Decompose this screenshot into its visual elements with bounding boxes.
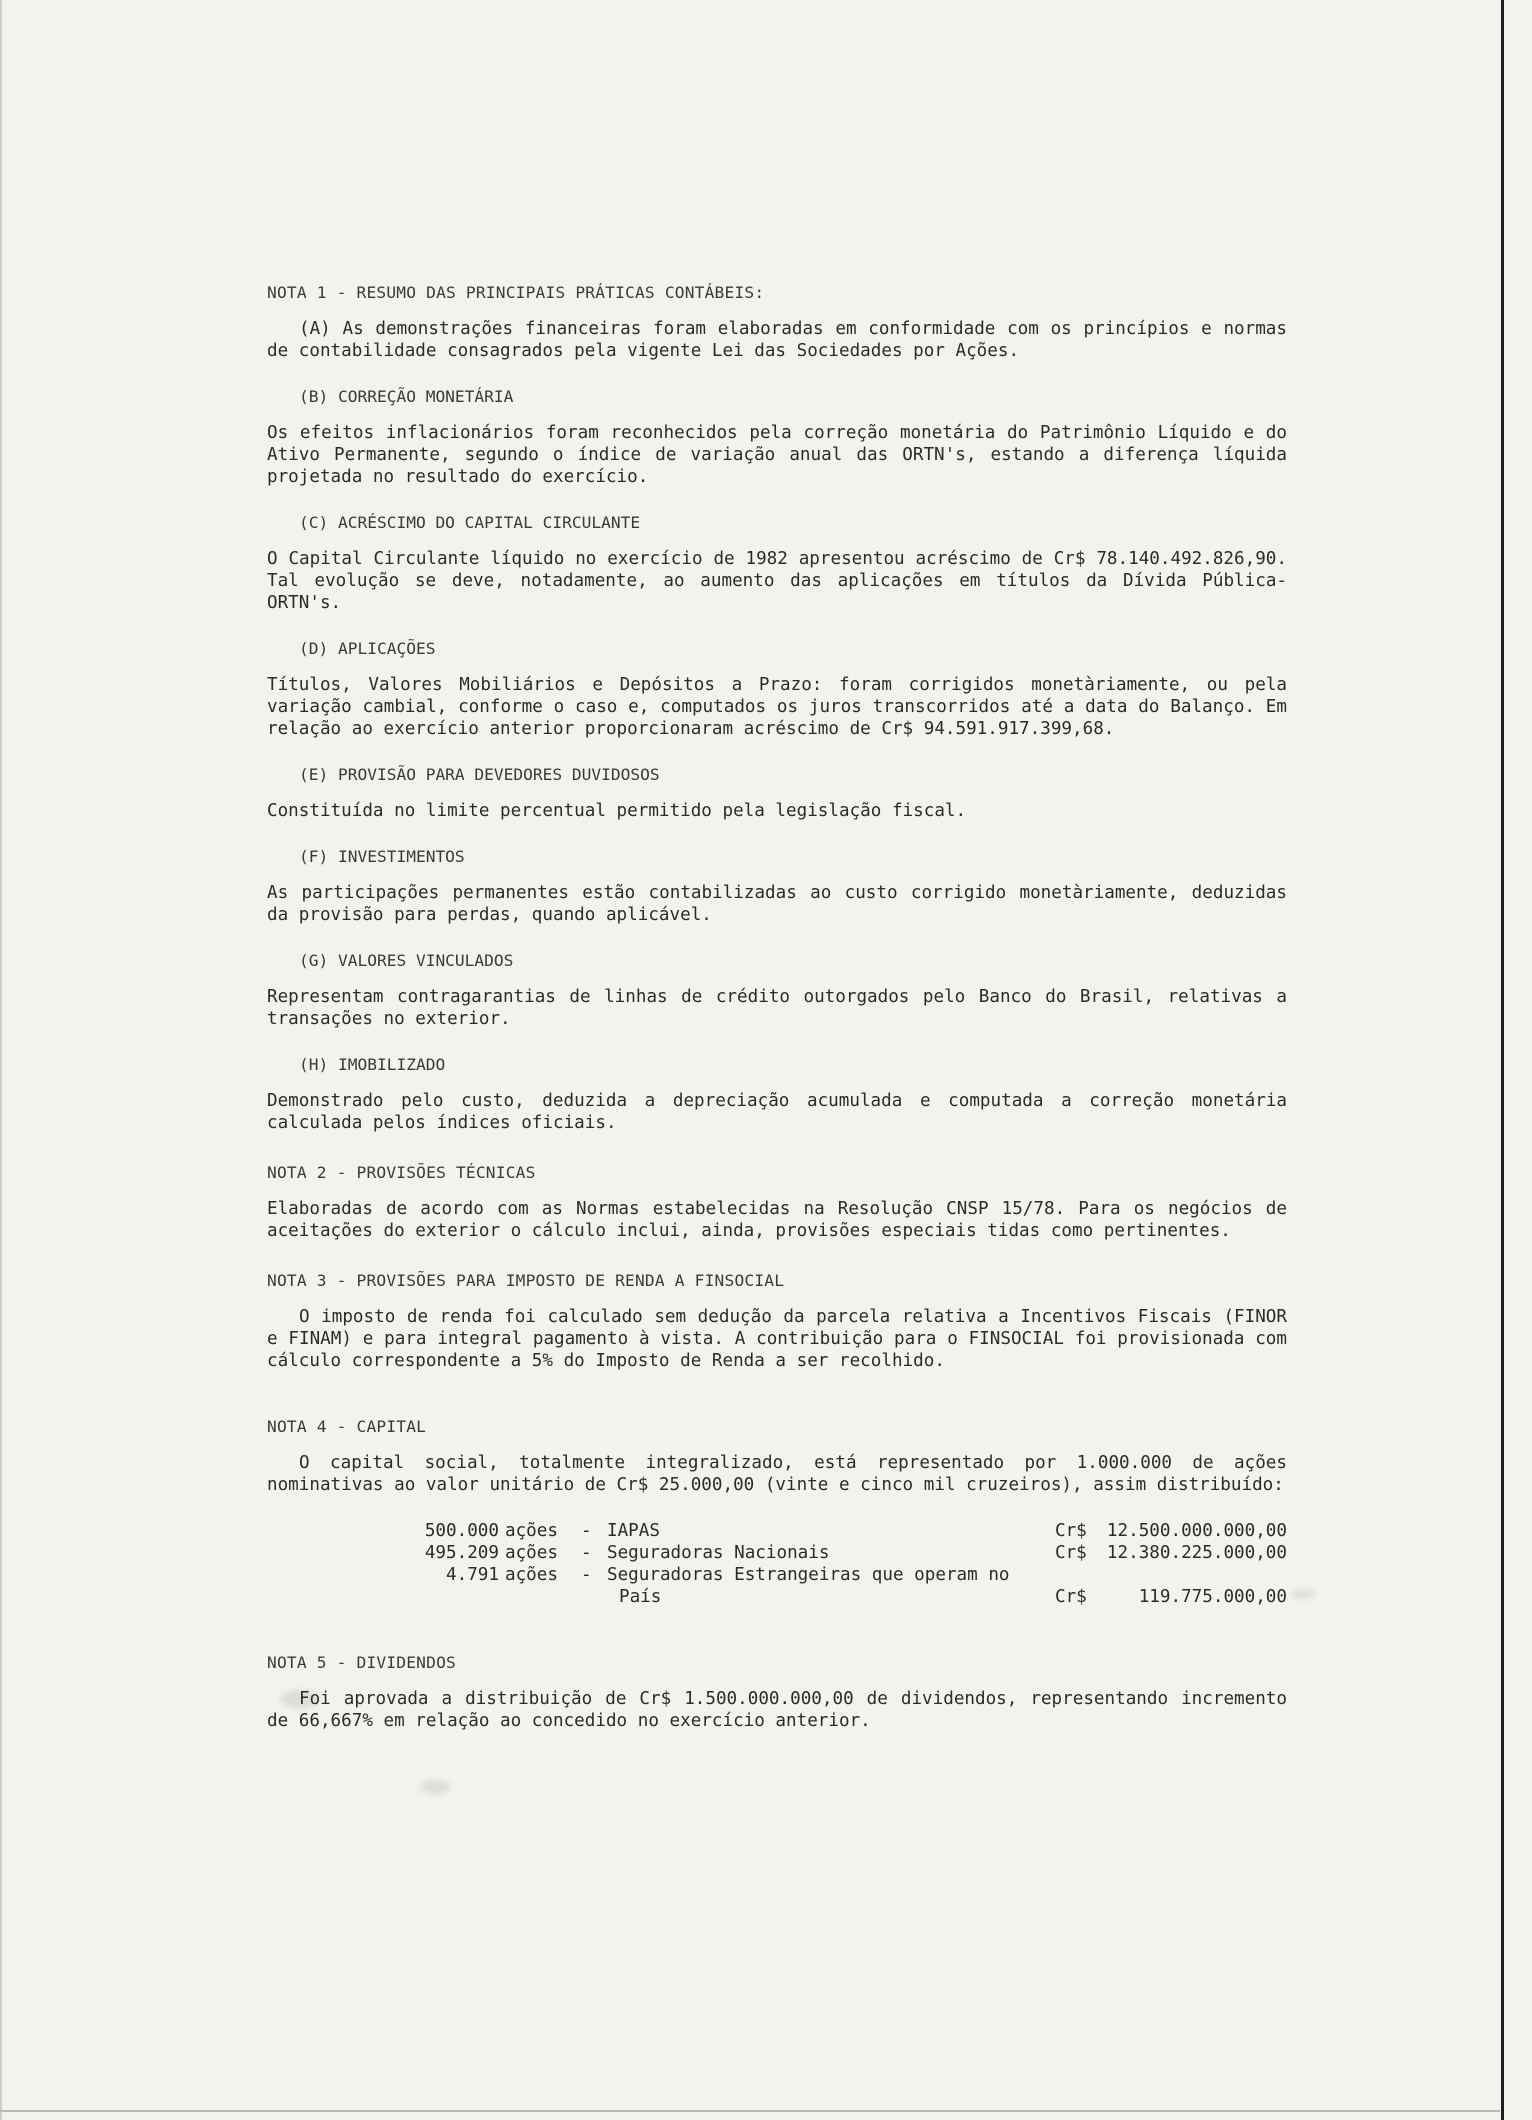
nota1-title: NOTA 1 - RESUMO DAS PRINCIPAIS PRÁTICAS CONTÁBEIS: — [267, 283, 765, 302]
nota1-d-title: (D) APLICAÇÕES — [299, 639, 436, 658]
nota2-text: Elaboradas de acordo com as Normas estabelecidas na Resolução CNSP 15/78. Para os negócios de aceitações do exterior o cálculo inclui, ainda, provisões especiais tidas como pertinentes. — [267, 1199, 1287, 1241]
currency: Cr$ — [1055, 1543, 1087, 1563]
nota1-e-title: (E) PROVISÃO PARA DEVEDORES DUVIDOSOS — [299, 765, 660, 784]
shares-quantity: 4.791 — [446, 1565, 499, 1585]
shareholder: Seguradoras Estrangeiras que operam no — [607, 1565, 1010, 1585]
scan-smudge — [1290, 1590, 1316, 1598]
nota1-g-title: (G) VALORES VINCULADOS — [299, 951, 514, 970]
shareholder: Seguradoras Nacionais — [607, 1543, 830, 1563]
dash: - — [581, 1565, 592, 1585]
dash: - — [581, 1543, 592, 1563]
page-right-edge — [1501, 0, 1504, 2120]
amount: 119.775.000,00 — [1138, 1587, 1287, 1607]
nota3-text: O imposto de renda foi calculado sem dedução da parcela relativa a Incentivos Fiscais (FINOR e FINAM) e para integral pagamento à vista. A contribuição para o FINSOCIAL foi provisionada com cálculo correspondente a 5% do Imposto de Renda a ser recolhido. — [267, 1307, 1287, 1371]
nota1-h-text: Demonstrado pelo custo, deduzida a depreciação acumulada e computada a correção monetária calculada pelos índices oficiais. — [267, 1091, 1287, 1133]
nota1-b-title: (B) CORREÇÃO MONETÁRIA — [299, 387, 514, 406]
nota1-c-text: O Capital Circulante líquido no exercício de 1982 apresentou acréscimo de Cr$ 78.140.492.826,90. Tal evolução se deve, notadamente, ao aumento das aplicações em títulos da Dívida Pública-ORTN's. — [267, 549, 1287, 613]
nota1-b-text: Os efeitos inflacionários foram reconhecidos pela correção monetária do Patrimônio Líquido e do Ativo Permanente, segundo o índice de variação anual das ORTN's, estando a diferença líquida projetada no resultado do exercício. — [267, 423, 1287, 487]
empty-cell — [409, 1586, 499, 1608]
document-body — [267, 282, 1287, 1732]
nota5-title: NOTA 5 - DIVIDENDOS — [267, 1653, 456, 1672]
empty-cell — [1055, 1564, 1287, 1586]
shareholder: IAPAS — [607, 1521, 660, 1541]
nota3-title: NOTA 3 - PROVISÕES PARA IMPOSTO DE RENDA A FINSOCIAL — [267, 1271, 785, 1290]
scan-smudge — [420, 1780, 450, 1794]
shareholder-continued: País — [619, 1587, 662, 1607]
shares-unit: ações — [505, 1521, 558, 1541]
capital-distribution-table — [409, 1520, 1287, 1608]
distribution-row — [409, 1520, 1287, 1542]
nota4-text: O capital social, totalmente integralizado, está representado por 1.000.000 de ações nominativas ao valor unitário de Cr$ 25.000,00 (vinte e cinco mil cruzeiros), assim distribuído: — [267, 1453, 1287, 1495]
share-value — [1055, 1542, 1287, 1564]
shares-unit: ações — [505, 1543, 558, 1563]
nota4-title: NOTA 4 - CAPITAL — [267, 1417, 427, 1436]
nota5-text: Foi aprovada a distribuição de Cr$ 1.500.000.000,00 de dividendos, representando incremento de 66,667% em relação ao concedido no exercício anterior. — [267, 1689, 1287, 1731]
currency: Cr$ — [1055, 1587, 1087, 1607]
nota2-title: NOTA 2 - PROVISÕES TÉCNICAS — [267, 1163, 536, 1182]
dash: - — [581, 1521, 592, 1541]
shares-unit: ações — [505, 1565, 558, 1585]
nota1-e-text: Constituída no limite percentual permitido pela legislação fiscal. — [267, 801, 967, 821]
share-value — [1055, 1586, 1287, 1608]
distribution-row — [409, 1564, 1287, 1586]
nota1-d-text: Títulos, Valores Mobiliários e Depósitos a Prazo: foram corrigidos monetàriamente, ou pela variação cambial, conforme o caso e, computados os juros transcorridos até a data do Balanço. Em relação ao exercício anterior proporcionaram acréscimo de Cr$ 94.591.917.399,68. — [267, 675, 1287, 739]
shares-quantity: 500.000 — [424, 1521, 499, 1541]
nota1-a-text: (A) As demonstrações financeiras foram elaboradas em conformidade com os princípios e normas de contabilidade consagrados pela vigente Lei das Sociedades por Ações. — [267, 319, 1287, 361]
page-left-edge — [0, 0, 2, 2120]
empty-cell — [581, 1586, 601, 1608]
empty-cell — [505, 1586, 575, 1608]
page-bottom-edge — [0, 2110, 1500, 2112]
distribution-row-continued — [409, 1586, 1287, 1608]
nota1-c-title: (C) ACRÉSCIMO DO CAPITAL CIRCULANTE — [299, 513, 641, 532]
currency: Cr$ — [1055, 1521, 1087, 1541]
nota1-f-text: As participações permanentes estão contabilizadas ao custo corrigido monetàriamente, deduzidas da provisão para perdas, quando aplicável. — [267, 883, 1287, 925]
amount: 12.380.225.000,00 — [1106, 1543, 1287, 1563]
nota1-h-title: (H) IMOBILIZADO — [299, 1055, 446, 1074]
nota1-g-text: Representam contragarantias de linhas de crédito outorgados pelo Banco do Brasil, relativas a transações no exterior. — [267, 987, 1287, 1029]
shares-quantity: 495.209 — [424, 1543, 499, 1563]
amount: 12.500.000.000,00 — [1106, 1521, 1287, 1541]
distribution-row — [409, 1542, 1287, 1564]
share-value — [1055, 1520, 1287, 1542]
nota1-f-title: (F) INVESTIMENTOS — [299, 847, 465, 866]
